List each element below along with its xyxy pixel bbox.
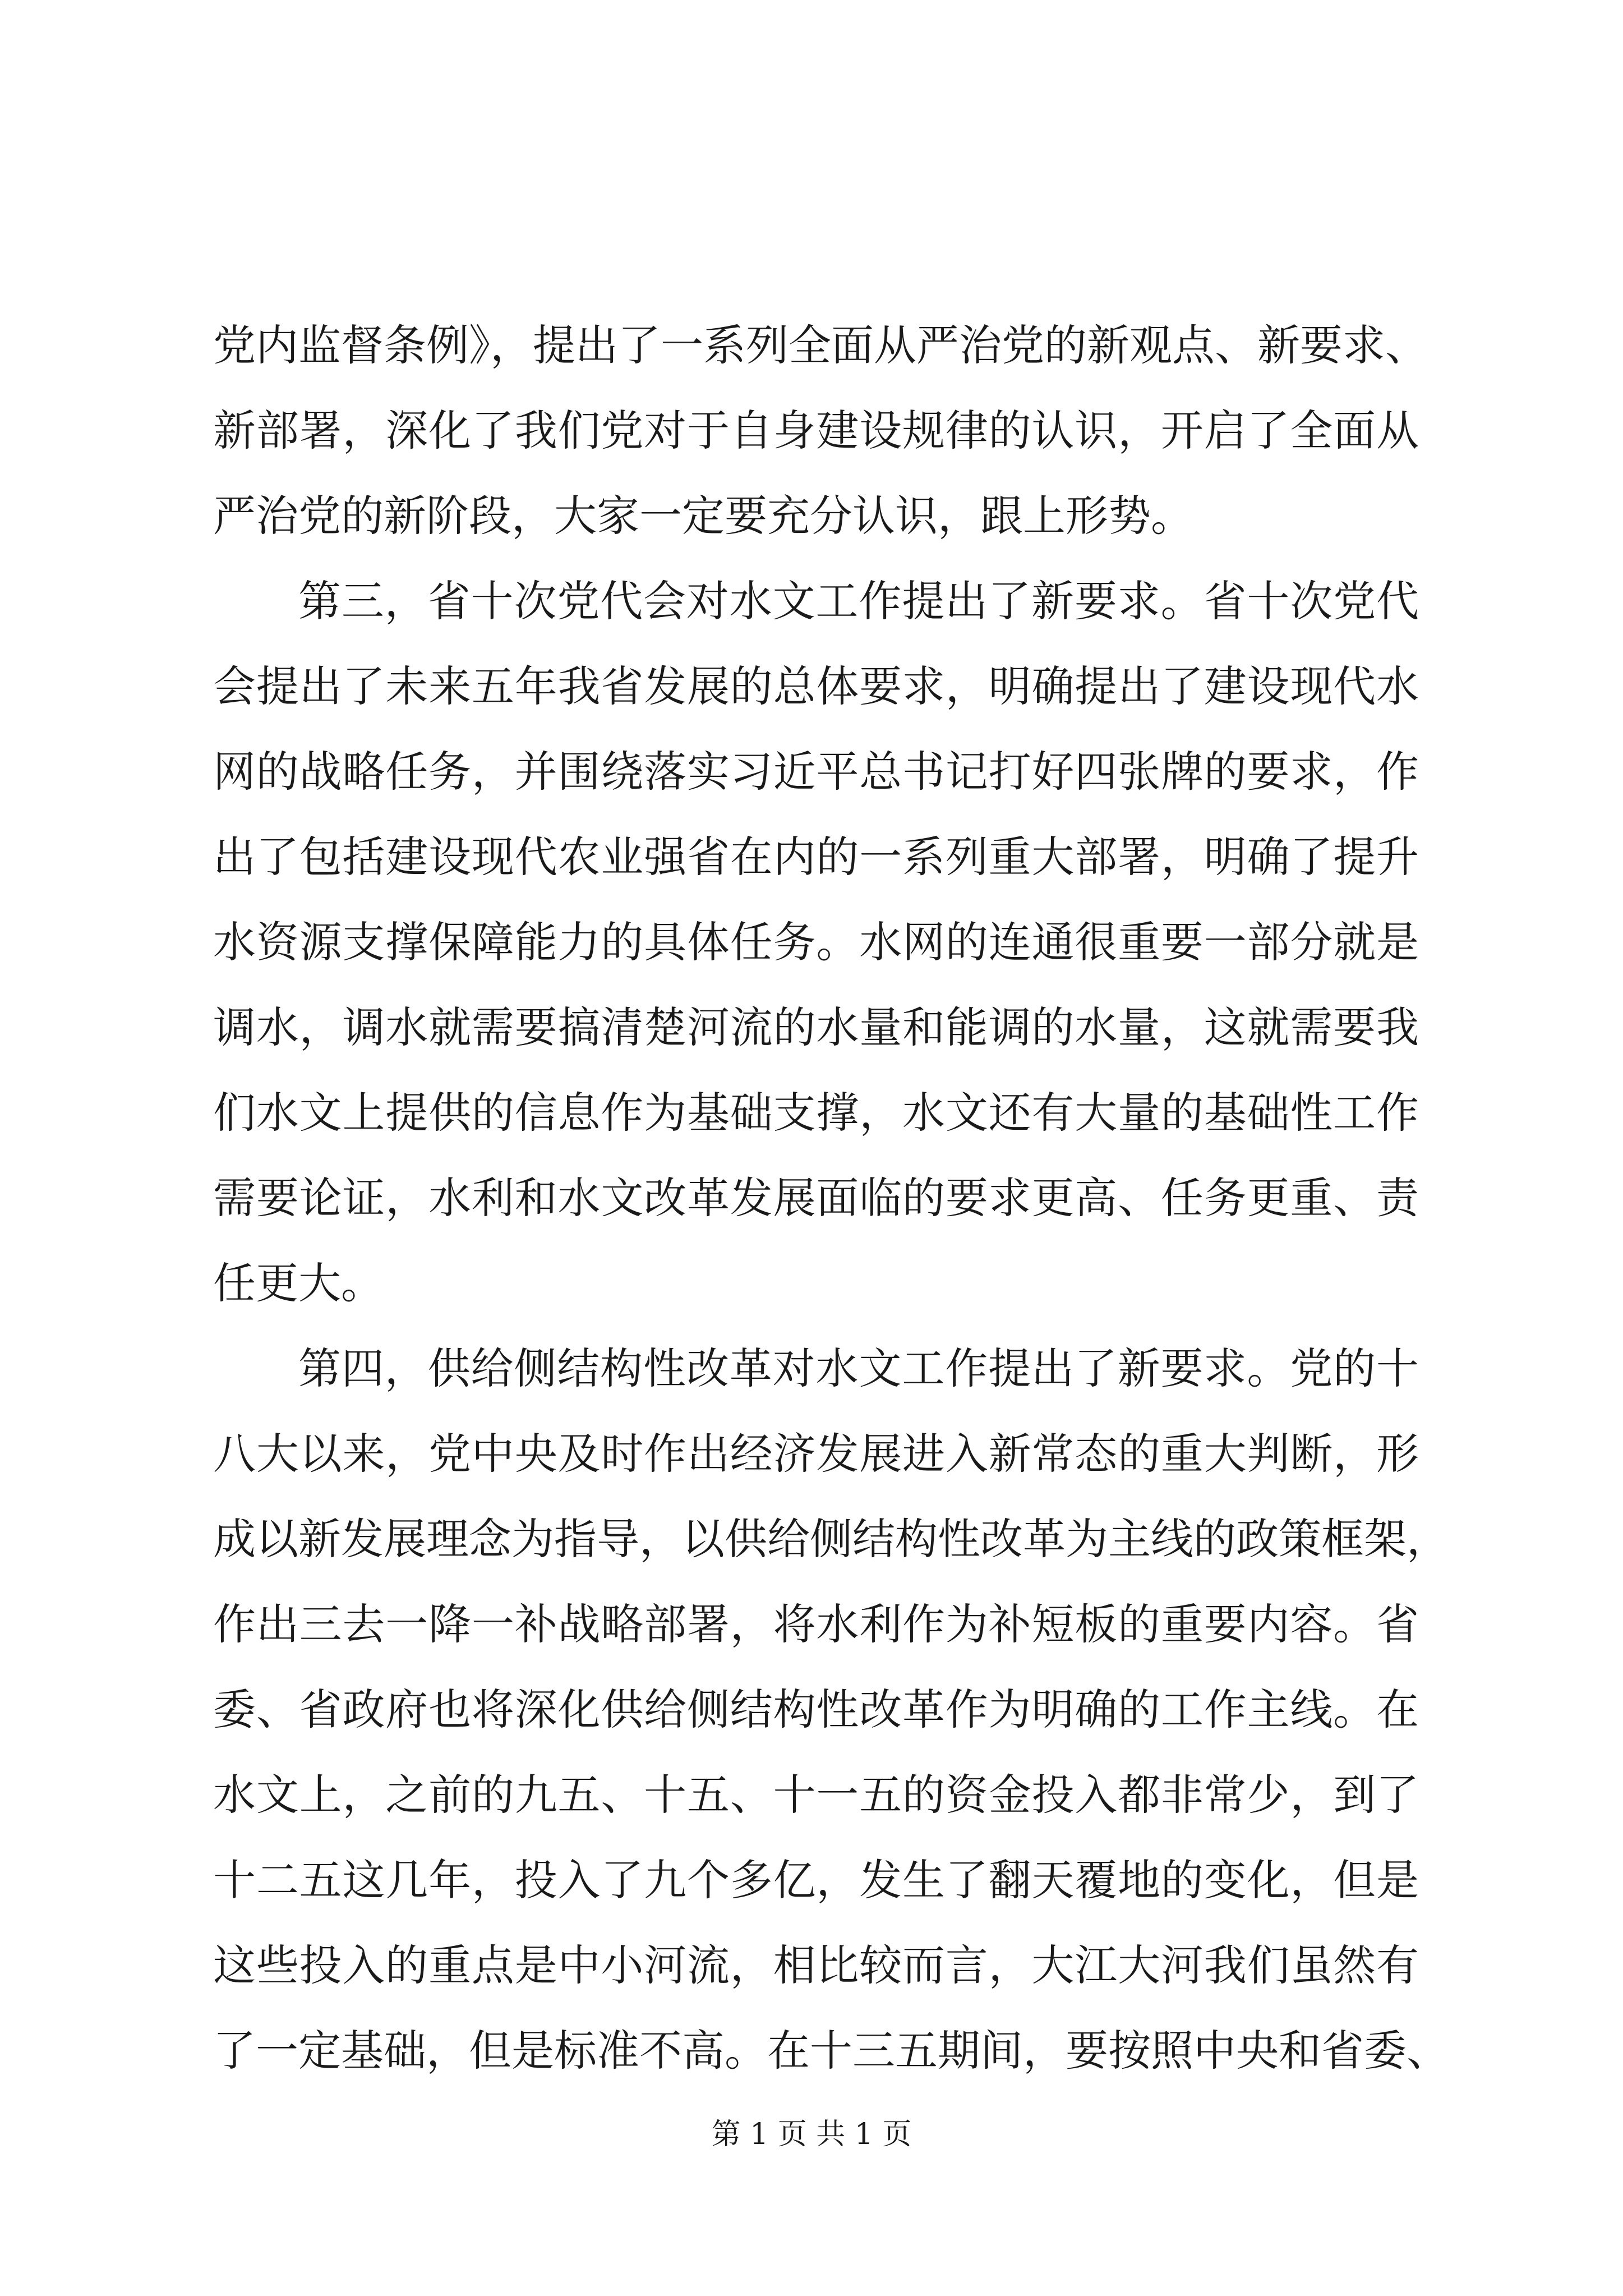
text-line: 新部署，深化了我们党对于自身建设规律的认识，开启了全面从 xyxy=(213,406,1419,455)
text-line: 网的战略任务，并围绕落实习近平总书记打好四张牌的要求，作 xyxy=(213,747,1419,797)
page-footer: 第 1 页 共 1 页 xyxy=(711,2118,912,2151)
text-line: 出了包括建设现代农业强省在内的一系列重大部署，明确了提升 xyxy=(213,832,1419,882)
text-line: 委、省政府也将深化供给侧结构性改革作为明确的工作主线。在 xyxy=(213,1685,1419,1734)
text-line: 水资源支撑保障能力的具体任务。水网的连通很重要一部分就是 xyxy=(213,917,1419,967)
text-line: 了一定基础，但是标准不高。在十三五期间，要按照中央和省委、 xyxy=(213,2026,1449,2076)
text-line: 水文上，之前的九五、十五、十一五的资金投入都非常少，到了 xyxy=(213,1770,1419,1820)
paragraph-start-line: 第三，省十次党代会对水文工作提出了新要求。省十次党代 xyxy=(298,576,1419,626)
text-line: 八大以来，党中央及时作出经济发展进入新常态的重大判断，形 xyxy=(213,1429,1419,1479)
text-line: 调水，调水就需要搞清楚河流的水量和能调的水量，这就需要我 xyxy=(213,1002,1419,1052)
text-line: 成以新发展理念为指导，以供给侧结构性改革为主线的政策框架， xyxy=(213,1514,1449,1564)
text-line: 这些投入的重点是中小河流，相比较而言，大江大河我们虽然有 xyxy=(213,1940,1419,1990)
text-line: 需要论证，水利和水文改革发展面临的要求更高、任务更重、责 xyxy=(213,1173,1419,1223)
text-line: 严治党的新阶段，大家一定要充分认识，跟上形势。 xyxy=(213,491,1193,541)
text-line: 党内监督条例》，提出了一系列全面从严治党的新观点、新要求、 xyxy=(213,320,1428,370)
text-line: 十二五这几年，投入了九个多亿，发生了翻天覆地的变化，但是 xyxy=(213,1855,1419,1905)
text-line: 们水文上提供的信息作为基础支撑，水文还有大量的基础性工作 xyxy=(213,1088,1419,1138)
text-line: 作出三去一降一补战略部署，将水利作为补短板的重要内容。省 xyxy=(213,1599,1419,1649)
document-body xyxy=(213,303,1449,2093)
text-line: 任更大。 xyxy=(213,1258,384,1308)
paragraph-start-line: 第四，供给侧结构性改革对水文工作提出了新要求。党的十 xyxy=(298,1343,1419,1393)
text-line: 会提出了未来五年我省发展的总体要求，明确提出了建设现代水 xyxy=(213,661,1419,711)
